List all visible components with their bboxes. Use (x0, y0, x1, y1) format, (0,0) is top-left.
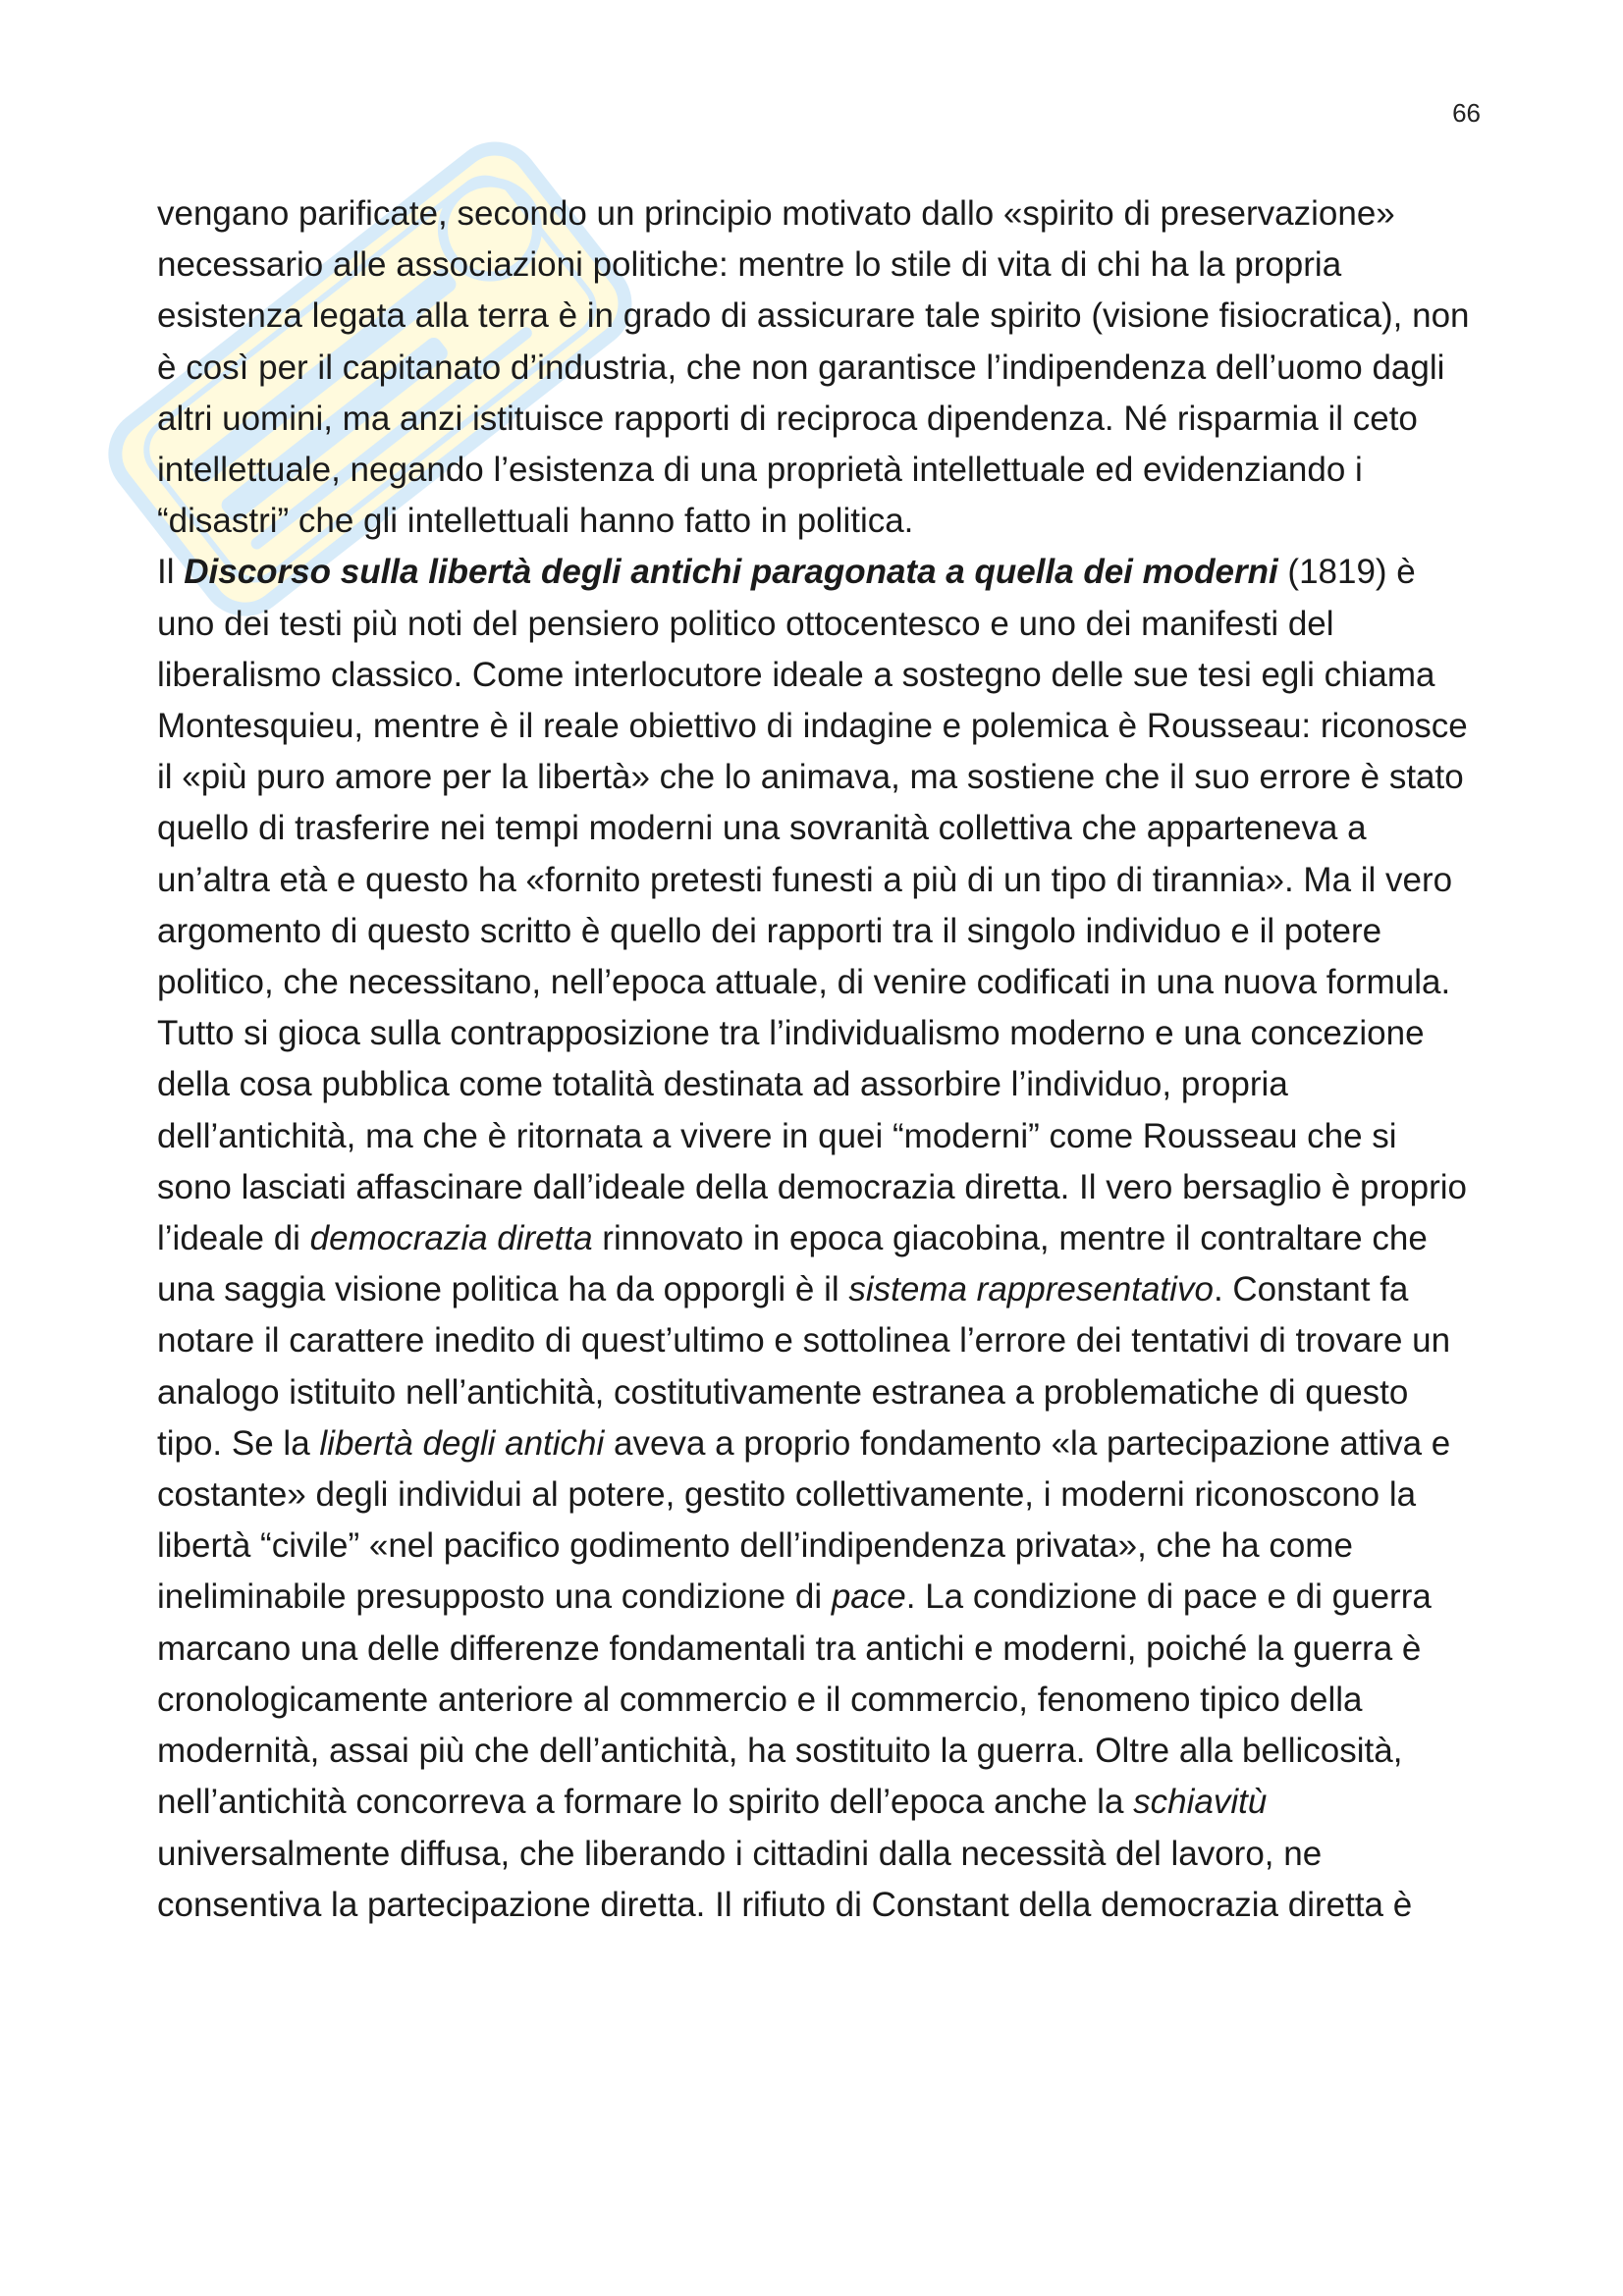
text-run: . Constant fa notare il carattere inedito di quest’ultimo e sottolinea l’errore dei tentativi di trovare un analogo istituito nell’antichità, costitutivamente estranea a problematiche di questo tipo. Se la (157, 1270, 1451, 1463)
emphasis: sistema rappresentativo (848, 1270, 1214, 1309)
text-run: universalmente diffusa, che liberando i cittadini dalla necessità del lavoro, ne consentiva la partecipazione diretta. Il rifiuto di Constant della democrazia diretta è (157, 1834, 1413, 1924)
emphasis: democrazia diretta (309, 1219, 593, 1258)
text-run: rinnovato in epoca giacobina, mentre il contraltare che una saggia visione politica ha da opporgli è il (157, 1219, 1428, 1309)
page-number: 66 (1452, 98, 1481, 128)
emphasis: libertà degli antichi (319, 1423, 605, 1463)
emphasis: pace (831, 1577, 906, 1617)
emphasis: schiavitù (1133, 1783, 1268, 1822)
document-body (157, 188, 1473, 1931)
paragraph (157, 547, 1473, 1930)
paragraph: vengano parificate, secondo un principio motivato dallo «spirito di preservazione» necessario alle associazioni politiche: mentre lo stile di vita di chi ha la propria esistenza legata alla terra è in grado di assicurare tale spirito (visione fisiocratica), non è così per il capitanato d’industria, che non garantisce l’indipendenza dell’uomo dagli altri uomini, ma anzi istituisce rapporti di reciproca dipendenza. Né risparmia il ceto intellettuale, negando l’esistenza di una proprietà intellettuale ed evidenziando i “disastri” che gli intellettuali hanno fatto in politica. (157, 194, 1470, 541)
book-title: Discorso sulla libertà degli antichi paragonata a quella dei moderni (184, 553, 1278, 592)
text-run: (1819) è uno dei testi più noti del pensiero politico ottocentesco e uno dei manifesti del liberalismo classico. Come interlocutore ideale a sostegno delle sue tesi egli chiama Montesquieu, mentre è il reale obiettivo di indagine e polemica è Rousseau: riconosce il «più puro amore per la libertà» che lo animava, ma sostiene che il suo errore è stato quello di trasferire nei tempi moderni una sovranità collettiva che apparteneva a un’altra età e questo ha «fornito pretesti funesti a più di un tipo di tirannia». Ma il vero argomento di questo scritto è quello dei rapporti tra il singolo individuo e il potere politico, che necessitano, nell’epoca attuale, di venire codificati in una nuova formula. Tutto si gioca sulla contrapposizione tra l’individualismo moderno e una concezione della cosa pubblica come totalità destinata ad assorbire l’individuo, propria dell’antichità, ma che è ritornata a vivere in quei “moderni” come Rousseau che si sono lasciati affascinare dall’ideale della democrazia diretta. Il vero bersaglio è proprio l’ideale di (157, 553, 1468, 1258)
text-run: aveva a proprio fondamento «la partecipazione attiva e costante» degli individui al potere, gestito collettivamente, i moderni riconoscono la libertà “civile” «nel pacifico godimento dell’indipendenza privata», che ha come ineliminabile presupposto una condizione di (157, 1423, 1451, 1617)
text-run: . La condizione di pace e di guerra marcano una delle differenze fondamentali tra antichi e moderni, poiché la guerra è cronologicamente anteriore al commercio e il commercio, fenomeno tipico della modernità, assai più che dell’antichità, ha sostituito la guerra. Oltre alla bellicosità, nell’antichità concorreva a formare lo spirito dell’epoca anche la (157, 1577, 1432, 1822)
text-run: Il (157, 553, 185, 592)
